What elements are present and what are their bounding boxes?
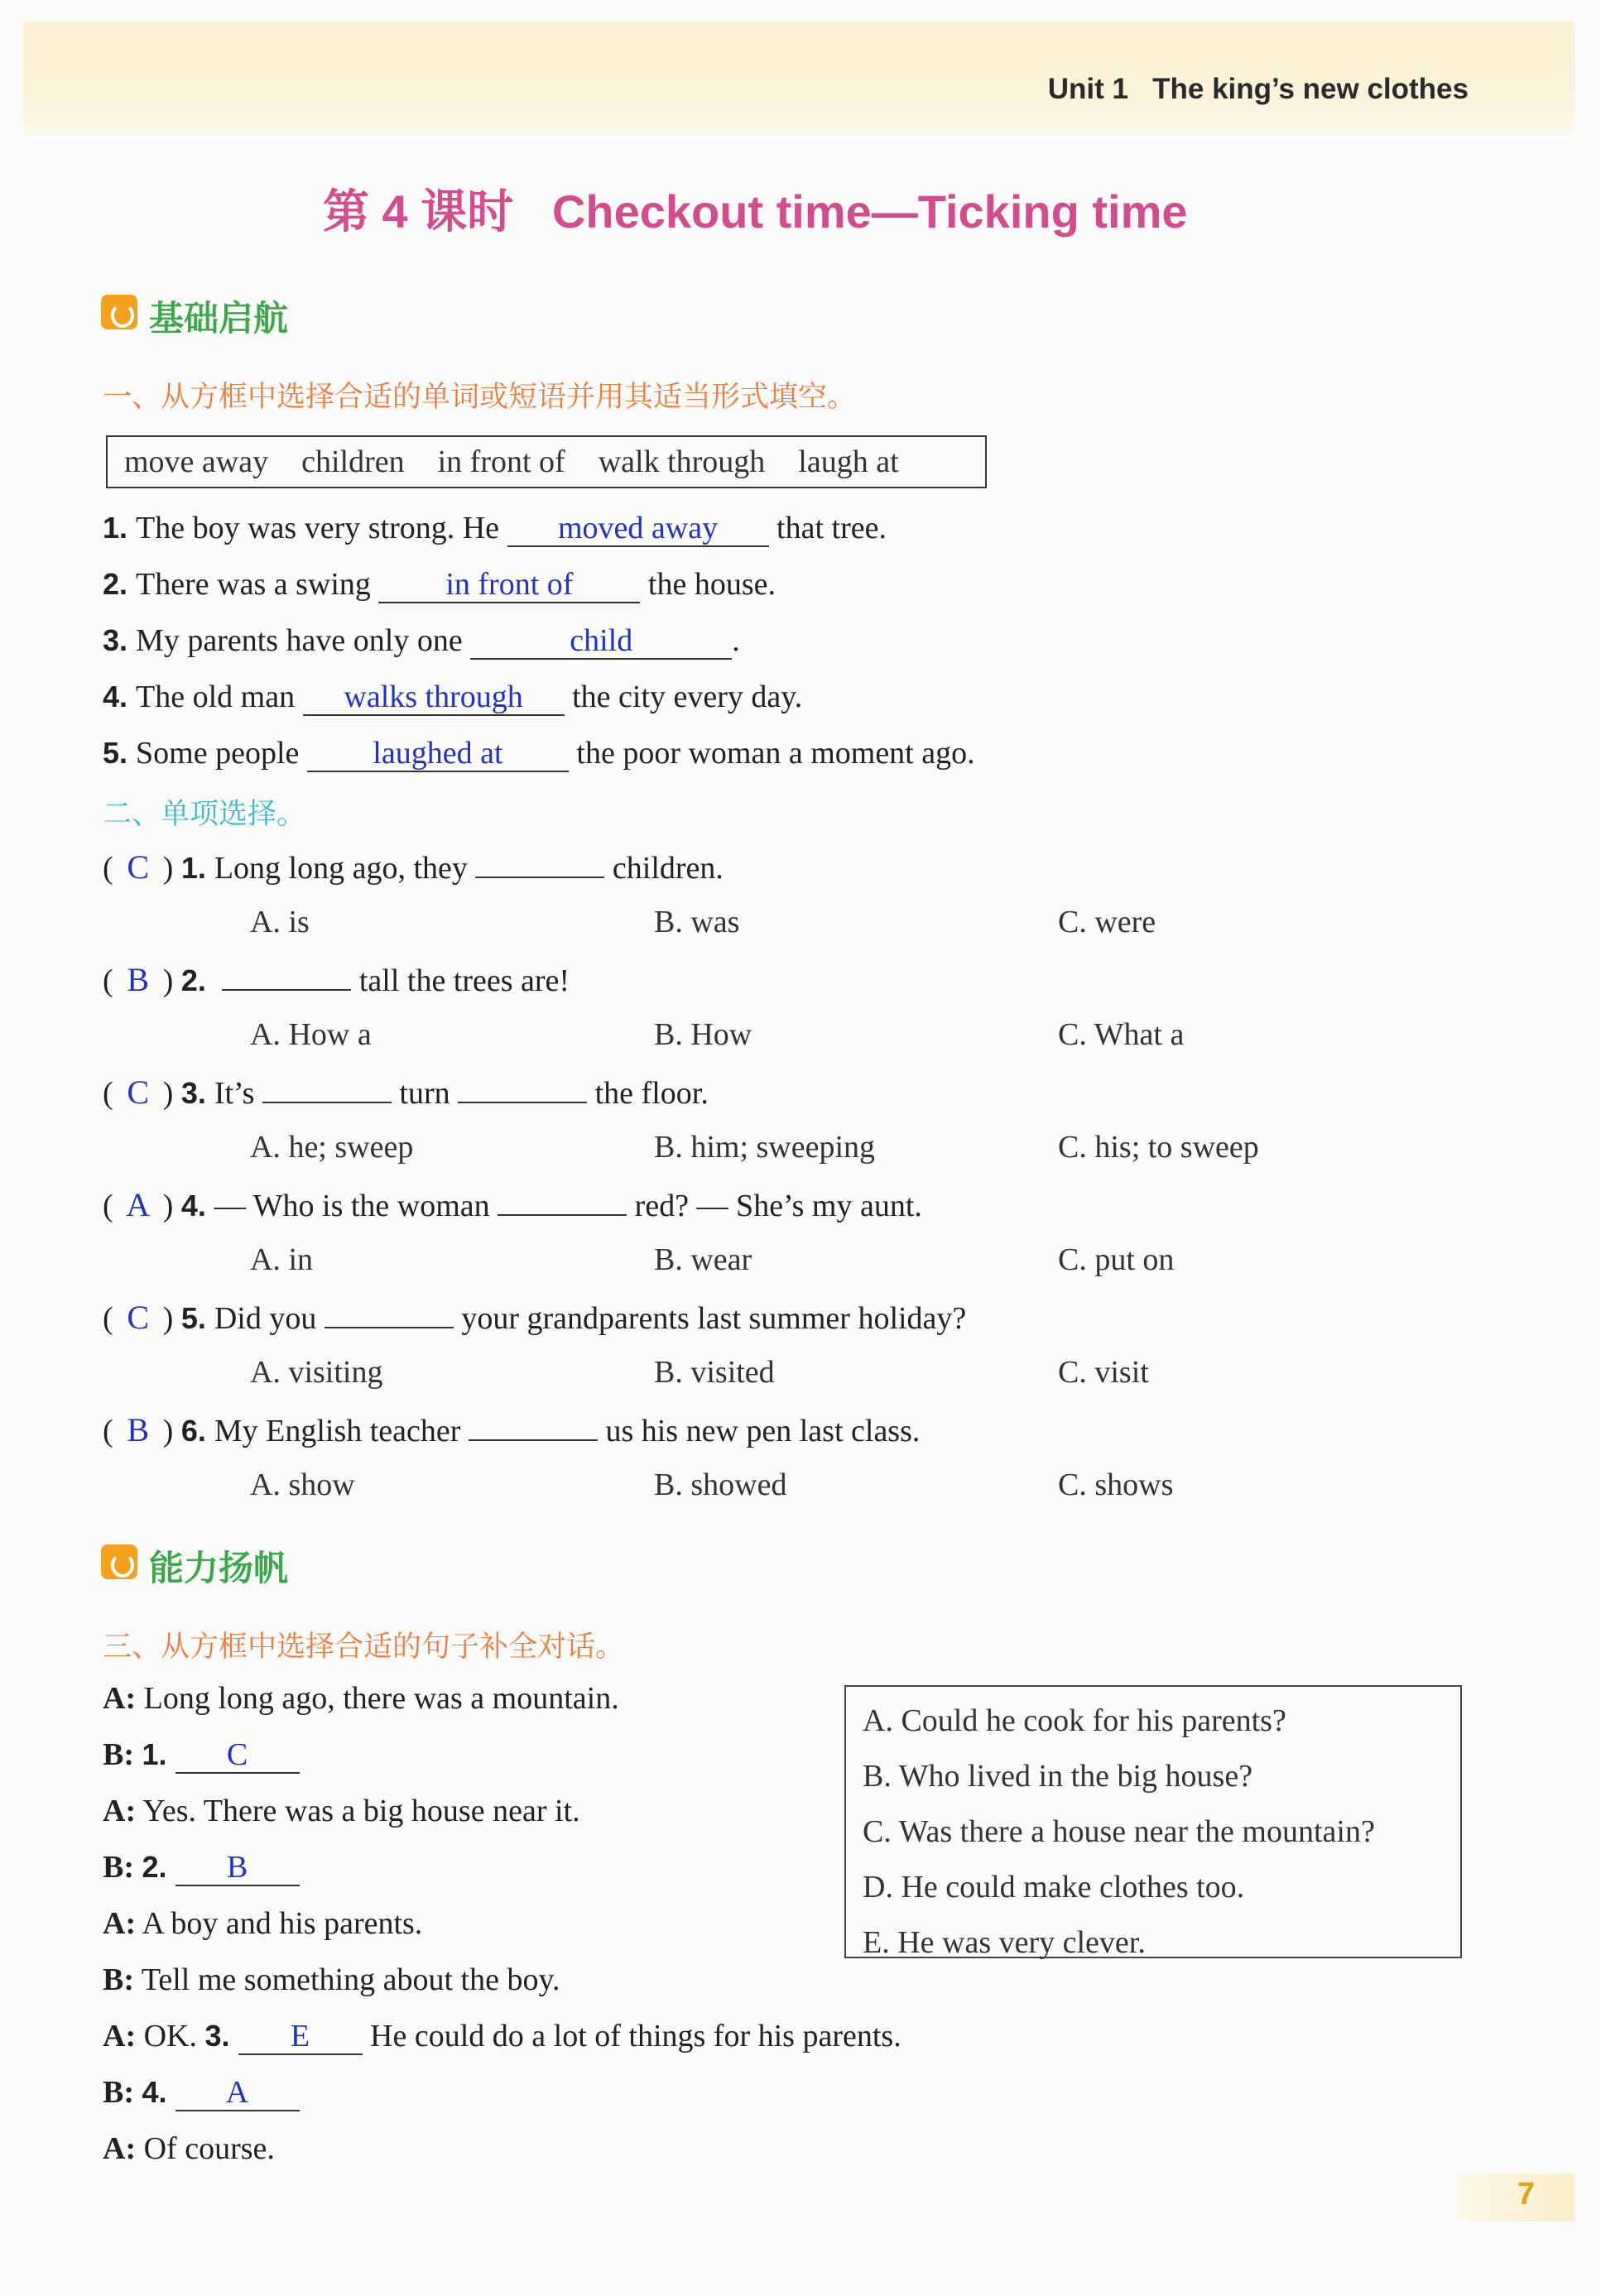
item-number: 1.	[103, 511, 128, 545]
speaker: A:	[103, 2131, 137, 2166]
sail-icon	[101, 1544, 137, 1579]
mc-question-1: ( C ) 1. Long long ago, they children.	[103, 848, 724, 886]
dialogue-line	[103, 2074, 300, 2111]
answer-blank[interactable]: moved away	[507, 512, 769, 547]
question-blank	[262, 1102, 392, 1103]
item-text: The boy was very strong. He	[136, 511, 500, 545]
mc-option[interactable]: C. What a	[1058, 1017, 1185, 1052]
mc-question-6: ( B ) 6. My English teacher us his new pen last class.	[103, 1411, 921, 1448]
mc-answer[interactable]: C	[127, 1074, 149, 1111]
item-number: 4.	[142, 2075, 167, 2109]
mc-option[interactable]: C. were	[1058, 905, 1156, 939]
item-text: It’s	[214, 1076, 255, 1111]
question-blank	[498, 1214, 627, 1216]
mc-option[interactable]: C. visit	[1058, 1355, 1149, 1390]
item-text: Some people	[136, 736, 300, 771]
mc-question-5: ( C ) 5. Did you your grandparents last summer holiday?	[103, 1299, 967, 1336]
mc-question-4: ( A ) 4. — Who is the woman red? — She’s my aunt.	[103, 1186, 922, 1223]
dialogue-text: He could do a lot of things for his parents.	[370, 2019, 901, 2053]
anchor-icon	[101, 295, 137, 329]
answer-blank[interactable]: A	[175, 2077, 300, 2111]
section-advanced-label: 能力扬帆	[149, 1548, 289, 1588]
choice-item: C. Was there a house near the mountain?	[863, 1814, 1375, 1849]
mc-option[interactable]: A. visiting	[250, 1355, 383, 1390]
item-text: the poor woman a moment ago.	[576, 736, 975, 771]
mc-answer[interactable]: C	[127, 1299, 149, 1336]
answer-blank[interactable]: in front of	[378, 569, 640, 603]
item-text: tall the trees are!	[358, 963, 570, 998]
mc-option[interactable]: B. him; sweeping	[654, 1130, 876, 1165]
item-number: 3.	[180, 1076, 206, 1110]
dialogue-line	[103, 1680, 619, 1717]
mc-option[interactable]: A. he; sweep	[250, 1130, 414, 1165]
answer-blank[interactable]: E	[238, 2020, 363, 2055]
part2-heading: 二、单项选择。	[103, 798, 306, 831]
answer-blank[interactable]: C	[175, 1739, 300, 1774]
dialogue-line	[103, 2018, 901, 2055]
item-text: children.	[612, 851, 724, 886]
item-number: 4.	[180, 1189, 206, 1222]
item-text: — Who is the woman	[214, 1189, 490, 1223]
dialogue-line	[103, 1736, 300, 1774]
word-box-item: laugh at	[798, 444, 899, 479]
mc-option[interactable]: B. was	[654, 905, 740, 939]
item-text: that tree.	[776, 511, 887, 545]
dialogue-line	[103, 1849, 300, 1886]
item-number: 1.	[142, 1737, 167, 1771]
item-number: 4.	[103, 680, 128, 713]
speaker: B:	[103, 2075, 134, 2110]
mc-option[interactable]: B. showed	[654, 1467, 787, 1502]
item-number: 5.	[103, 736, 128, 770]
question-blank	[458, 1102, 587, 1103]
dialogue-text: Of course.	[143, 2131, 275, 2166]
item-text: My parents have only one	[136, 623, 463, 658]
item-text: red? — She’s my aunt.	[634, 1189, 922, 1223]
fill-item-3	[103, 622, 740, 660]
mc-option[interactable]: A. is	[250, 905, 310, 939]
speaker: B:	[103, 1737, 134, 1772]
item-number: 6.	[180, 1414, 206, 1448]
dialogue-text: OK.	[143, 2019, 197, 2053]
fill-item-4	[103, 679, 802, 716]
choice-item: A. Could he cook for his parents?	[863, 1703, 1286, 1738]
lesson-title: 第 4 课时 Checkout time—Ticking time	[323, 185, 1188, 238]
speaker: A:	[103, 1906, 137, 1941]
item-text: Long long ago, they	[214, 851, 468, 886]
speaker: A:	[103, 1681, 137, 1716]
item-text: the house.	[647, 567, 776, 602]
item-text: .	[732, 623, 740, 658]
choice-item: D. He could make clothes too.	[863, 1870, 1245, 1905]
fill-item-1	[103, 510, 887, 547]
dialogue-line	[103, 1905, 422, 1942]
speaker: A:	[103, 2019, 137, 2053]
mc-option[interactable]: B. How	[654, 1017, 752, 1052]
item-text: turn	[399, 1076, 450, 1111]
item-number: 2.	[180, 963, 206, 997]
mc-option[interactable]: C. his; to sweep	[1058, 1130, 1259, 1165]
item-text: the floor.	[594, 1076, 709, 1111]
dialogue-text: Tell me something about the boy.	[141, 1962, 560, 1997]
answer-blank[interactable]: walks through	[303, 681, 565, 716]
item-text: Did you	[214, 1301, 317, 1336]
question-blank	[222, 989, 351, 991]
item-text: There was a swing	[136, 567, 371, 602]
part3-heading: 三、从方框中选择合适的句子补全对话。	[103, 1631, 625, 1664]
item-number: 2.	[103, 567, 128, 601]
item-text: us his new pen last class.	[605, 1414, 921, 1448]
word-box-item: children	[301, 444, 405, 479]
mc-answer[interactable]: C	[127, 848, 149, 886]
answer-blank[interactable]: laughed at	[307, 737, 569, 772]
item-number: 2.	[142, 1850, 167, 1884]
dialogue-text: Yes. There was a big house near it.	[142, 1794, 580, 1828]
dialogue-line	[103, 1962, 560, 1998]
item-number: 1.	[180, 851, 206, 885]
item-text: the city every day.	[572, 680, 803, 714]
mc-option[interactable]: A. show	[250, 1467, 355, 1502]
speaker: A:	[103, 1794, 137, 1828]
answer-blank[interactable]: child	[470, 625, 732, 660]
sentence-choice-box	[844, 1685, 1462, 1958]
choice-item: E. He was very clever.	[863, 1925, 1146, 1960]
word-box-item: walk through	[598, 444, 766, 479]
word-box	[106, 435, 987, 488]
item-text: My English teacher	[214, 1414, 461, 1448]
mc-answer[interactable]: A	[126, 1186, 151, 1223]
dialogue-line	[103, 1793, 580, 1829]
question-blank	[475, 877, 604, 878]
mc-option[interactable]: B. wear	[654, 1242, 752, 1277]
answer-blank[interactable]: B	[175, 1852, 300, 1886]
dialogue-text: A boy and his parents.	[142, 1906, 423, 1941]
unit-title: Unit 1 The king’s new clothes	[1047, 73, 1469, 105]
question-blank	[325, 1327, 454, 1328]
mc-option[interactable]: C. put on	[1058, 1242, 1175, 1277]
item-number: 5.	[180, 1301, 206, 1335]
speaker: B:	[103, 1962, 134, 1997]
item-number: 3.	[204, 2019, 230, 2053]
mc-answer[interactable]: B	[127, 961, 149, 998]
mc-option[interactable]: A. How a	[250, 1017, 372, 1052]
item-text: The old man	[136, 680, 296, 714]
item-text: your grandparents last summer holiday?	[461, 1301, 967, 1336]
word-box-item: in front of	[437, 444, 565, 479]
choice-item: B. Who lived in the big house?	[863, 1759, 1253, 1794]
dialogue-text: Long long ago, there was a mountain.	[143, 1681, 619, 1716]
question-blank	[469, 1439, 598, 1441]
mc-answer[interactable]: B	[127, 1411, 149, 1448]
item-number: 3.	[103, 623, 128, 657]
mc-question-3: ( C ) 3. It’s turn the floor.	[103, 1074, 709, 1111]
dialogue-line	[103, 2130, 275, 2167]
page-number: 7	[1517, 2177, 1535, 2212]
fill-item-2	[103, 566, 776, 603]
speaker: B:	[103, 1850, 134, 1885]
mc-option[interactable]: C. shows	[1058, 1467, 1174, 1502]
mc-question-2: ( B ) 2. tall the trees are!	[103, 961, 570, 998]
mc-option[interactable]: B. visited	[654, 1355, 775, 1390]
part1-heading: 一、从方框中选择合适的单词或短语并用其适当形式填空。	[103, 381, 857, 414]
fill-item-5	[103, 735, 975, 772]
section-basic-label: 基础启航	[149, 298, 289, 339]
mc-option[interactable]: A. in	[250, 1242, 313, 1277]
word-box-item: move away	[124, 444, 269, 479]
